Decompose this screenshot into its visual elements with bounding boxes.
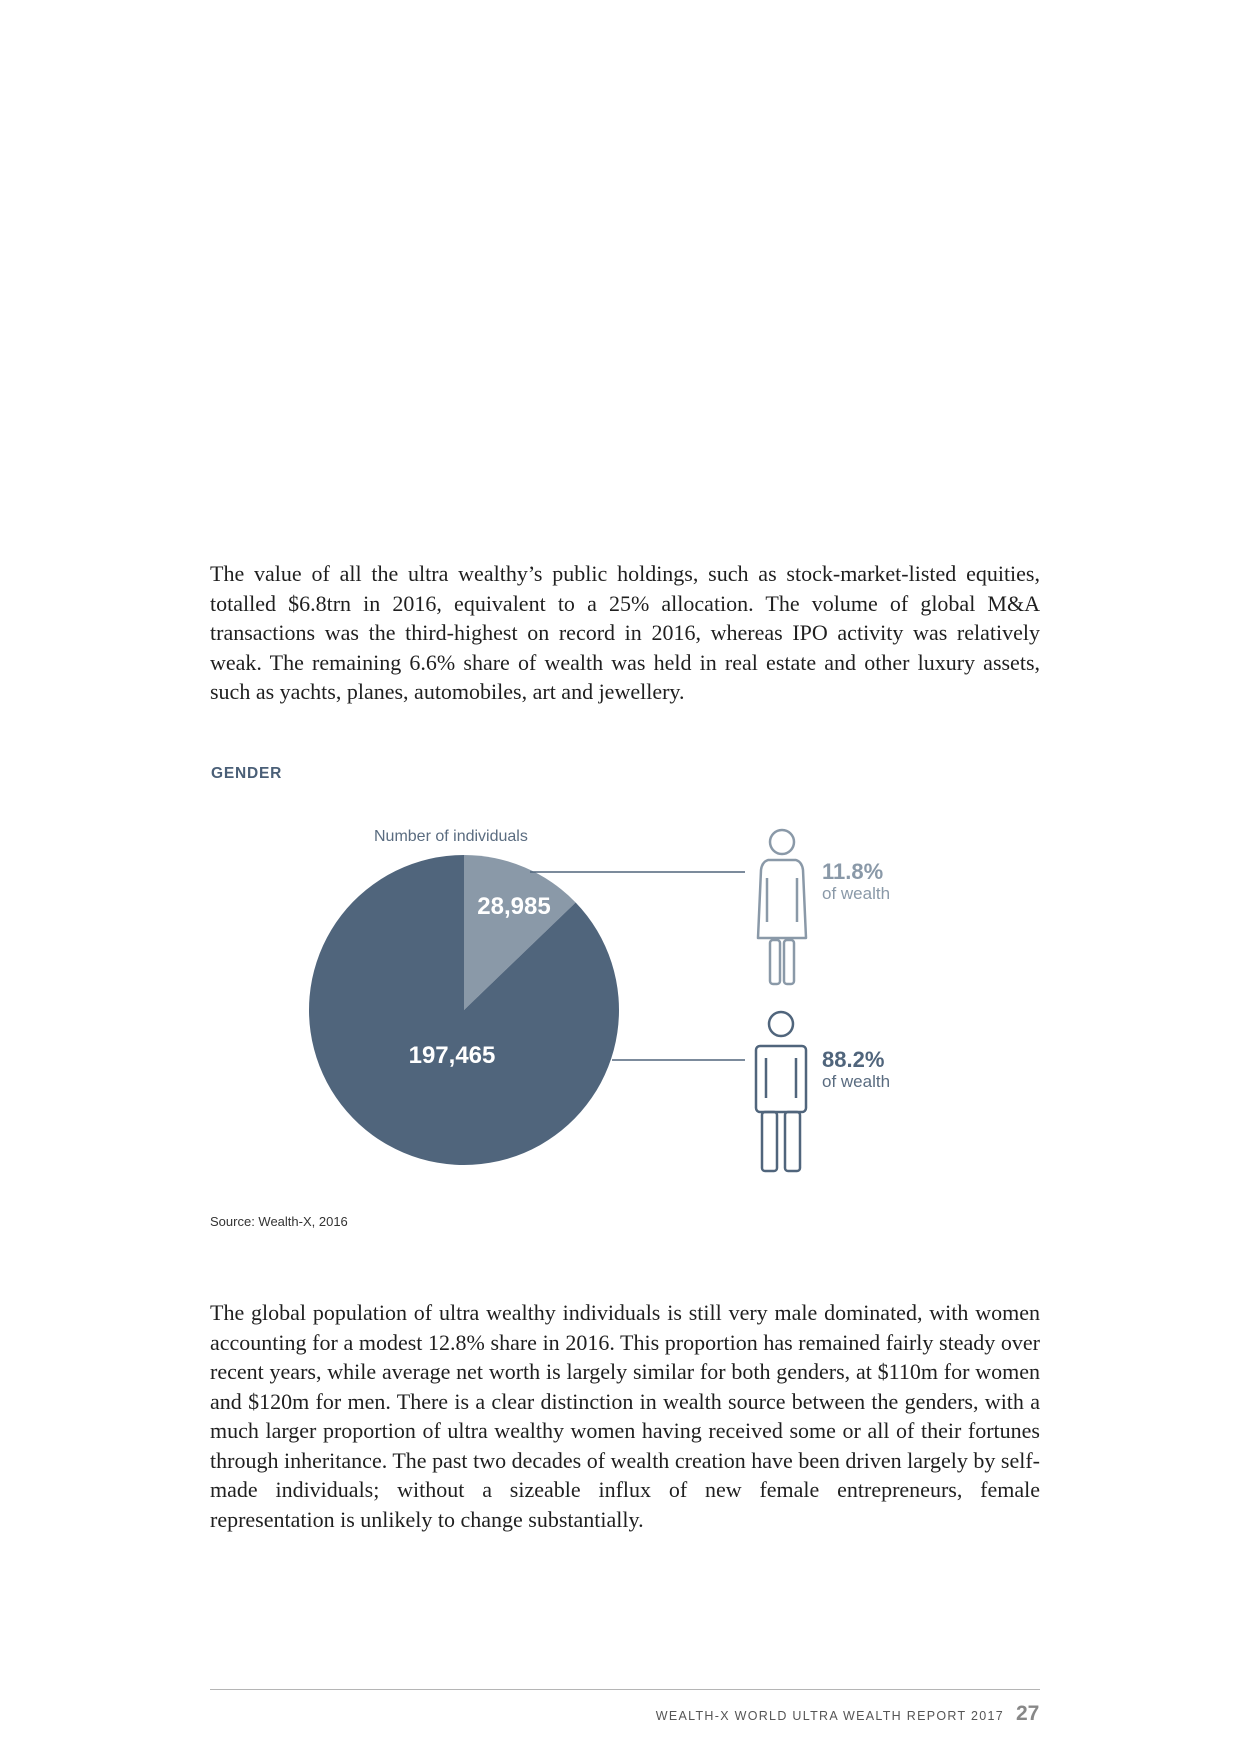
slice-label-male: 197,465 — [408, 1042, 496, 1069]
female-wealth-label: of wealth — [822, 884, 891, 903]
body-paragraph: The value of all the ultra wealthy’s public holdings, such as stock-market-listed equities, totalled $6.8trn in 2016, equivalent to a 25% allocation. The volume of global M&A transactions was the third-highest on record in 2016, whereas IPO activity was relatively weak. The remaining 6.6% share of wealth was held in real estate and other luxury assets, such as yachts, planes, automobiles, art and jewellery. — [210, 561, 1040, 704]
male-figure-icon — [756, 1012, 806, 1171]
male-wealth-label: of wealth — [822, 1072, 891, 1091]
chart-title: Number of individuals — [374, 828, 528, 845]
pie-slices — [309, 855, 619, 1165]
body-paragraph: The global population of ultra wealthy individuals is still very male dominated, with women accounting for a modest 12.8% share in 2016. This proportion has remained fairly steady over recent years, while average net worth is largely similar for both genders, at $110m for women and $120m for men. There is a clear distinction in wealth source between the genders, with a much larger proportion of ultra wealthy women having received some or all of their fortunes through inheritance. The past two decades of wealth creation have been driven largely by self-made individuals; without a sizeable influx of new female entrepreneurs, female representation is unlikely to change substantially. — [210, 1300, 1040, 1532]
source-note: Source: Wealth-X, 2016 — [210, 1214, 348, 1229]
female-wealth-share: 11.8% — [822, 859, 884, 884]
footer-report-title: WEALTH-X WORLD ULTRA WEALTH REPORT 2017 — [655, 1709, 1004, 1723]
female-figure-icon — [758, 830, 806, 984]
male-wealth-share: 88.2% — [822, 1047, 885, 1072]
footer-divider — [210, 1689, 1040, 1690]
slice-label-female: 28,985 — [477, 893, 551, 920]
section-label: GENDER — [211, 765, 283, 782]
page-number: 27 — [1016, 1702, 1040, 1725]
